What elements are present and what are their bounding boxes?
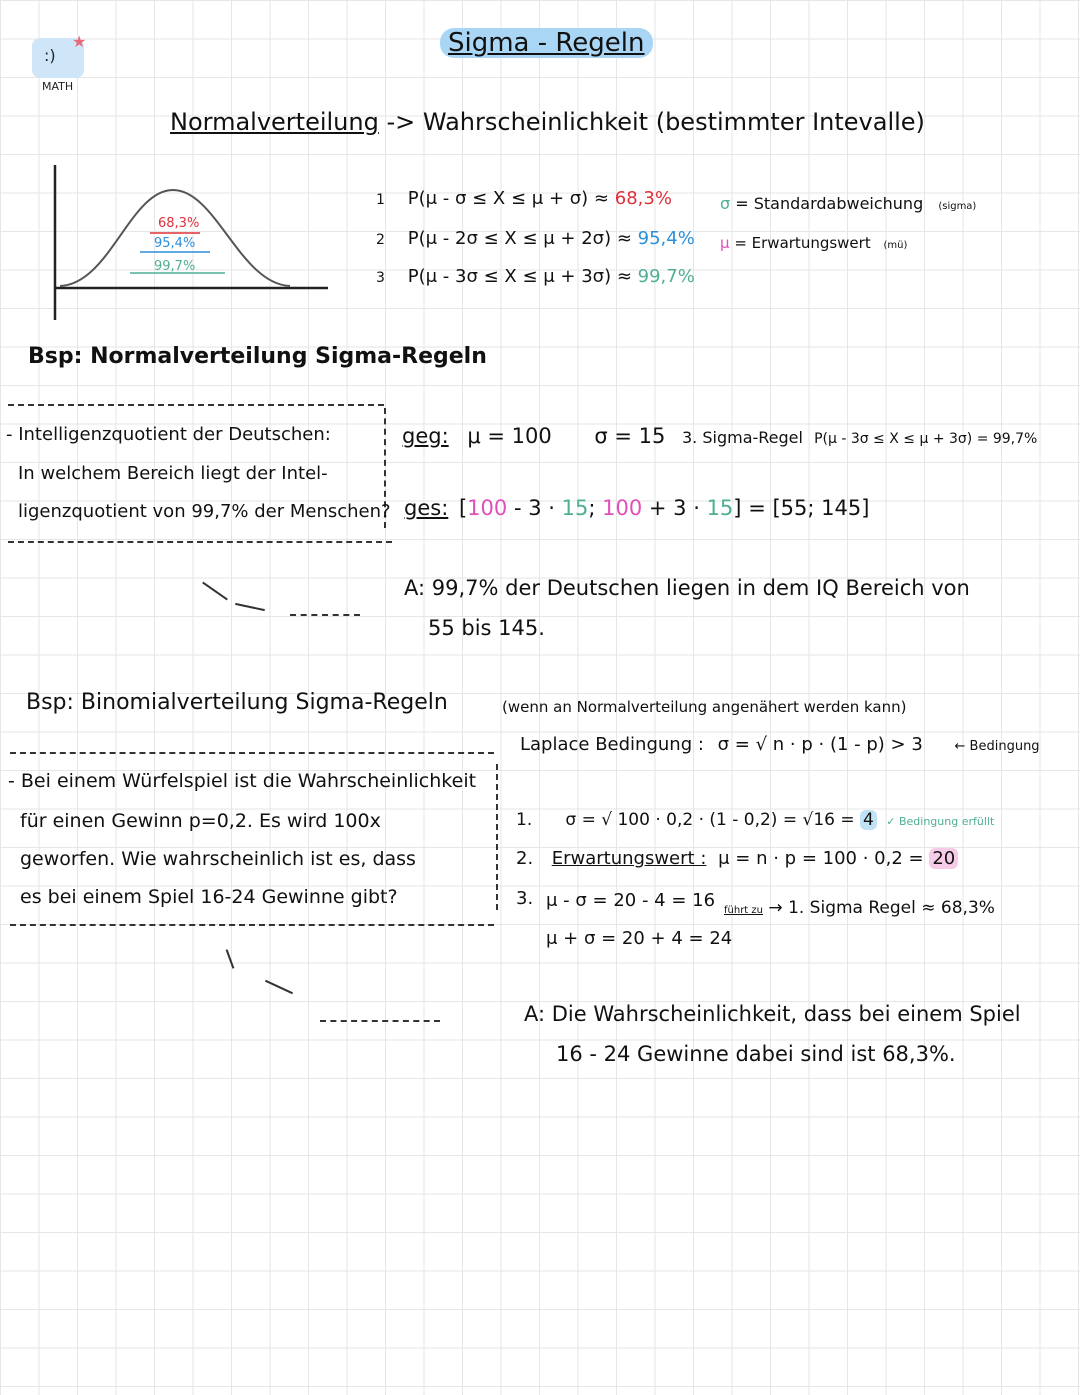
example-1-sigma: σ = 15	[594, 424, 666, 448]
topic-right: Wahrscheinlichkeit (bestimmter Intevalle)	[422, 108, 925, 136]
example-2-box-top	[10, 752, 494, 754]
step-2-number: 2.	[516, 848, 534, 869]
rule-2-formula: P(μ - 2σ ≤ X ≤ μ + 2σ) ≈	[407, 228, 632, 249]
bell-label-1: 68,3%	[158, 216, 200, 231]
example-1-ges-a3: 15	[561, 496, 589, 520]
legend-mu-symbol: μ	[720, 234, 730, 252]
legend-sigma	[720, 194, 976, 213]
bell-label-2: 95,4%	[154, 236, 196, 251]
rule-1-formula: P(μ - σ ≤ X ≤ μ + σ) ≈	[407, 188, 610, 209]
laplace-tag: ← Bedingung	[954, 739, 1040, 754]
topic-left: Normalverteilung	[170, 108, 379, 136]
step-1-value: 4	[860, 810, 877, 830]
example-1-ges-a1: 100	[467, 496, 508, 520]
step-3-line-2: μ + σ = 20 + 4 = 24	[546, 928, 733, 949]
example-1-geg-label: geg:	[402, 424, 449, 448]
step-3-leads-label: führt zu	[724, 905, 763, 916]
example-1-ges-b3: 15	[706, 496, 734, 520]
legend-sigma-symbol: σ	[720, 194, 731, 213]
example-1-ges-sep: ;	[588, 496, 596, 520]
step-3-leads-to	[724, 898, 995, 918]
topic-arrow: ->	[386, 108, 416, 136]
example-1-ges-result: = [55; 145]	[748, 496, 870, 520]
example-2-connector-3	[320, 1020, 440, 1022]
example-2-condition-note: (wenn an Normalverteilung angenähert werden kann)	[502, 698, 907, 716]
step-2-value: 20	[929, 848, 958, 869]
example-1-rule-label: 3. Sigma-Regel	[682, 428, 803, 447]
example-1-answer-line-2: 55 bis 145.	[428, 616, 545, 640]
example-2-question-line-1: - Bei einem Würfelspiel ist die Wahrscheinlichkeit	[8, 770, 477, 792]
example-2-box-bottom	[10, 924, 494, 926]
example-1-connector-2	[235, 603, 265, 611]
example-1-sought	[404, 496, 869, 520]
logo-label: MATH	[42, 80, 74, 93]
example-1-question-line-3: ligenzquotient von 99,7% der Menschen?	[18, 501, 391, 522]
example-1-box-bottom	[8, 541, 392, 543]
example-1-rule	[682, 428, 1037, 447]
example-2-connector-2	[265, 980, 293, 994]
rule-3-value: 99,7%	[637, 266, 695, 287]
topic-heading	[170, 108, 925, 136]
page-title	[440, 28, 653, 58]
logo	[28, 32, 88, 94]
example-1-question-line-2: In welchem Bereich liegt der Intel-	[18, 463, 328, 484]
example-1-answer-line-1: A: 99,7% der Deutschen liegen in dem IQ Bereich von	[404, 576, 970, 600]
step-2-formula: μ = n · p = 100 · 0,2 =	[718, 848, 924, 869]
example-1-ges-label: ges:	[404, 496, 449, 520]
rule-1-value: 68,3%	[614, 188, 672, 209]
example-1-connector-3	[290, 614, 360, 616]
laplace-formula: σ = √ n · p · (1 - p) > 3	[717, 734, 923, 755]
rule-2-value: 95,4%	[637, 228, 695, 249]
rule-3-formula: P(μ - 3σ ≤ X ≤ μ + 3σ) ≈	[407, 266, 632, 287]
example-1-question-line-1: - Intelligenzquotient der Deutschen:	[6, 424, 331, 445]
example-1-box-top	[8, 404, 384, 406]
rule-3	[376, 266, 695, 287]
step-1-formula: σ = √ 100 · 0,2 · (1 - 0,2) = √16 =	[565, 810, 855, 830]
step-2	[516, 848, 958, 869]
rule-1	[376, 188, 672, 209]
rule-3-number: 3	[376, 270, 385, 286]
rule-2	[376, 228, 695, 249]
arrow-right-icon: →	[768, 898, 783, 918]
example-2-heading: Bsp: Binomialverteilung Sigma-Regeln	[26, 690, 448, 715]
step-1-check: ✓ Bedingung erfüllt	[886, 815, 995, 828]
rule-1-number: 1	[376, 192, 385, 208]
example-1-ges-b1: 100	[602, 496, 643, 520]
example-2-answer-line-2: 16 - 24 Gewinne dabei sind ist 68,3%.	[556, 1042, 956, 1066]
example-2-connector-1	[226, 949, 235, 968]
star-icon: ★	[72, 32, 87, 51]
example-1-ges-open: [	[458, 496, 468, 520]
smiley-icon: :)	[44, 46, 56, 65]
example-1-ges-a2: - 3 ·	[513, 496, 555, 520]
example-2-question-line-2: für einen Gewinn p=0,2. Es wird 100x	[20, 810, 381, 832]
example-1-mu: μ = 100	[467, 424, 552, 448]
legend-mu	[720, 234, 907, 252]
laplace-condition	[520, 734, 1040, 755]
legend-mu-note: (mü)	[883, 240, 908, 251]
legend-sigma-note: (sigma)	[938, 201, 977, 212]
example-1-ges-close: ]	[733, 496, 742, 520]
example-1-given	[402, 424, 665, 448]
example-2-question-line-4: es bei einem Spiel 16-24 Gewinne gibt?	[20, 886, 398, 908]
example-2-question-line-3: geworfen. Wie wahrscheinlich ist es, dass	[20, 848, 416, 870]
example-2-answer-line-1: A: Die Wahrscheinlichkeit, dass bei einem Spiel	[524, 1002, 1021, 1026]
legend-mu-def: = Erwartungswert	[734, 234, 871, 252]
example-1-rule-formula: P(μ - 3σ ≤ X ≤ μ + 3σ) = 99,7%	[814, 431, 1038, 447]
example-1-heading: Bsp: Normalverteilung Sigma-Regeln	[28, 344, 487, 369]
example-2-box-right	[496, 764, 498, 910]
step-1	[516, 810, 994, 830]
step-3-number: 3.	[516, 888, 534, 909]
step-2-label: Erwartungswert :	[551, 848, 707, 869]
rule-2-number: 2	[376, 232, 385, 248]
page-title-text: Sigma - Regeln	[448, 28, 645, 58]
legend-sigma-def: = Standardabweichung	[735, 194, 924, 213]
example-1-connector-1	[202, 582, 228, 601]
step-3-line-1: μ - σ = 20 - 4 = 16	[546, 890, 716, 911]
step-1-number: 1.	[516, 810, 533, 830]
step-3-rule: 1. Sigma Regel ≈ 68,3%	[788, 898, 995, 918]
laplace-label: Laplace Bedingung :	[520, 734, 704, 755]
example-1-ges-b2: + 3 ·	[648, 496, 700, 520]
bell-label-3: 99,7%	[154, 259, 196, 274]
